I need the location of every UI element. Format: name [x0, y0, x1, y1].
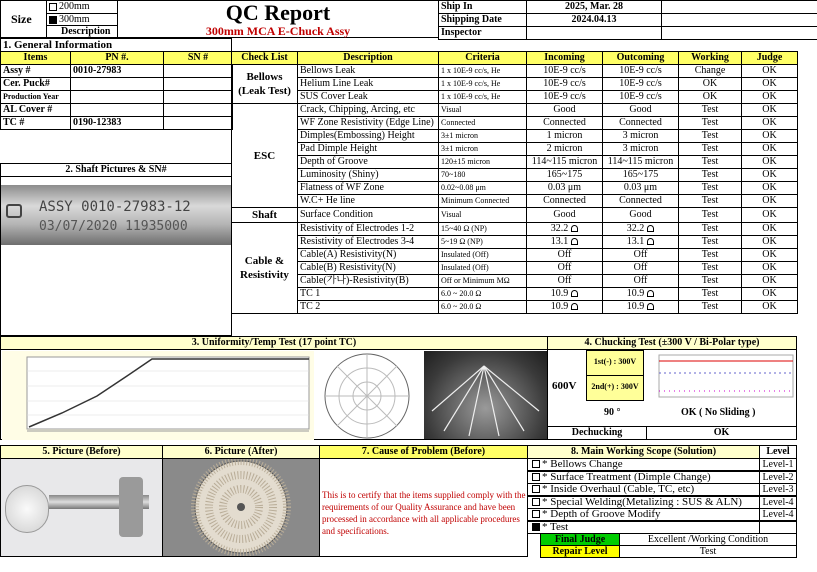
row-working: Test: [679, 208, 742, 223]
check-group-label: ESC: [232, 104, 298, 208]
checkbox-200-icon[interactable]: [49, 3, 57, 11]
picture-after-title: 6. Picture (After): [162, 445, 320, 459]
row-incoming: 114~115 micron: [527, 156, 603, 169]
row-description: Flatness of WF Zone: [298, 182, 439, 195]
wafer-test-photo: [424, 351, 547, 439]
ohm-icon: [647, 290, 654, 297]
checklist-row: [232, 236, 798, 249]
row-working: OK: [679, 78, 742, 91]
row-criteria: Insulated (Off): [439, 262, 527, 275]
row-description: TC 2: [298, 301, 439, 314]
scope-checkbox-icon[interactable]: [532, 498, 540, 506]
scope-list: [527, 458, 797, 533]
row-incoming: Connected: [527, 117, 603, 130]
general-info-table: [0, 51, 233, 130]
row-incoming: Off: [527, 262, 603, 275]
scope-title: 8. Main Working Scope (Solution): [527, 445, 760, 459]
row-judge: OK: [742, 182, 798, 195]
row-judge: OK: [742, 262, 798, 275]
row-outcoming: 10E-9 cc/s: [603, 78, 679, 91]
check-group-label: Cable & Resistivity: [232, 223, 298, 314]
row-judge: OK: [742, 143, 798, 156]
row-outcoming: Off: [603, 275, 679, 288]
picture-before-title: 5. Picture (Before): [0, 445, 163, 459]
scope-item-label: * Inside Overhaul (Cable, TC, etc): [542, 483, 695, 495]
col-check-list: Check List: [232, 52, 298, 65]
row-criteria: 70~180: [439, 169, 527, 182]
row-criteria: 5~19 Ω (NP): [439, 236, 527, 249]
scope-item-label: * Special Welding(Metalizing : SUS & ALN): [542, 495, 742, 508]
row-outcoming: 10.9: [603, 301, 679, 314]
row-working: Test: [679, 130, 742, 143]
scope-item-level: Level-1: [759, 458, 797, 471]
row-outcoming: 32.2: [603, 223, 679, 236]
row-judge: OK: [742, 236, 798, 249]
inspector-label: Inspector: [439, 27, 527, 40]
row-working: Test: [679, 182, 742, 195]
col-outcoming: Outcoming: [603, 52, 679, 65]
row-working: Change: [679, 65, 742, 78]
row-criteria: Visual: [439, 104, 527, 117]
row-criteria: 3±1 micron: [439, 143, 527, 156]
checklist-row: [232, 195, 798, 208]
size-label: Size: [11, 12, 32, 26]
col-description: Description: [298, 52, 439, 65]
general-row: Production Year: [1, 91, 233, 104]
ship-in-label: Ship In: [439, 1, 527, 14]
chucking-panel: [547, 349, 797, 427]
row-criteria: Visual: [439, 208, 527, 223]
dechucking-label: Dechucking: [547, 426, 647, 440]
row-description: Luminosity (Shiny): [298, 169, 439, 182]
scope-checkbox-icon[interactable]: [532, 473, 540, 481]
row-working: Test: [679, 117, 742, 130]
scope-checkbox-icon[interactable]: [532, 460, 540, 468]
scope-level-header: Level: [759, 445, 797, 459]
row-description: TC 1: [298, 288, 439, 301]
row-incoming: 10.9: [527, 288, 603, 301]
row-criteria: Minimum Connected: [439, 195, 527, 208]
ohm-icon: [571, 290, 578, 297]
inspector-value[interactable]: [527, 27, 662, 40]
row-description: WF Zone Resistivity (Edge Line): [298, 117, 439, 130]
scope-item-label: * Surface Treatment (Dimple Change): [542, 470, 711, 483]
general-row: AL Cover #: [1, 104, 233, 117]
shipping-info-table: [438, 0, 817, 40]
description-label: Description: [46, 25, 118, 38]
row-criteria: 6.0 ~ 20.0 Ω: [439, 288, 527, 301]
row-outcoming: Connected: [603, 195, 679, 208]
row-judge: OK: [742, 91, 798, 104]
shaft-engraving-1: ASSY 0010-27983-12: [39, 199, 191, 215]
scope-item[interactable]: [527, 496, 797, 509]
row-judge: OK: [742, 249, 798, 262]
col-pn: PN #.: [71, 52, 164, 65]
col-items: Items: [1, 52, 71, 65]
row-criteria: Insulated (Off): [439, 249, 527, 262]
row-working: Test: [679, 262, 742, 275]
row-outcoming: Good: [603, 104, 679, 117]
row-description: Surface Condition: [298, 208, 439, 223]
row-incoming: 2 micron: [527, 143, 603, 156]
general-info-title: 1. General Information: [0, 38, 232, 52]
checklist-row: [232, 301, 798, 314]
row-criteria: Connected: [439, 117, 527, 130]
row-incoming: Good: [527, 208, 603, 223]
shaft-pictures-title: 2. Shaft Pictures & SN#: [0, 163, 232, 177]
scope-item-label: * Depth of Groove Modify: [542, 508, 661, 520]
row-outcoming: 10E-9 cc/s: [603, 91, 679, 104]
row-judge: OK: [742, 195, 798, 208]
row-outcoming: 10.9: [603, 288, 679, 301]
row-description: Pad Dimple Height: [298, 143, 439, 156]
row-incoming: 1 micron: [527, 130, 603, 143]
row-outcoming: Off: [603, 249, 679, 262]
row-criteria: 120±15 micron: [439, 156, 527, 169]
chucking-graph: [645, 351, 795, 401]
size-label-cell: [0, 0, 47, 38]
row-working: Test: [679, 249, 742, 262]
scope-item-level: Level-2: [759, 471, 797, 484]
row-description: Bellows Leak: [298, 65, 439, 78]
row-outcoming: 3 micron: [603, 130, 679, 143]
scope-item-label: * Bellows Change: [542, 458, 623, 470]
scope-checkbox-icon[interactable]: [532, 523, 540, 531]
dechucking-value: OK: [646, 426, 797, 440]
ohm-icon: [647, 225, 654, 232]
row-description: Resistivity of Electrodes 3-4: [298, 236, 439, 249]
repair-level-value: Test: [619, 545, 797, 558]
chucking-angle: 90 °: [604, 407, 621, 418]
row-criteria: 6.0 ~ 20.0 Ω: [439, 301, 527, 314]
col-working: Working: [679, 52, 742, 65]
row-outcoming: 10E-9 cc/s: [603, 65, 679, 78]
row-judge: OK: [742, 288, 798, 301]
ohm-icon: [571, 303, 578, 310]
row-incoming: 10E-9 cc/s: [527, 78, 603, 91]
row-working: Test: [679, 169, 742, 182]
row-working: Test: [679, 223, 742, 236]
scope-item[interactable]: [527, 483, 797, 496]
general-row: Cer. Puck#: [1, 78, 233, 91]
scope-checkbox-icon[interactable]: [532, 510, 540, 518]
temperature-graph: [2, 351, 314, 440]
general-row: Assy # 0010-27983: [1, 65, 233, 78]
scope-item[interactable]: [527, 521, 797, 534]
row-judge: OK: [742, 65, 798, 78]
row-judge: OK: [742, 301, 798, 314]
scope-item-level: Level-3: [759, 483, 797, 496]
chucking-result: OK ( No Sliding ): [681, 407, 756, 418]
row-outcoming: Connected: [603, 117, 679, 130]
row-working: Test: [679, 156, 742, 169]
checklist-row: [232, 288, 798, 301]
certify-text: This is to certify that the items supplied comply with the requirements of our Quality Assurance and have been processed in accordance with all applicable procedures and specifications.: [322, 490, 526, 536]
checklist-row: [232, 169, 798, 182]
row-working: Test: [679, 275, 742, 288]
checklist-row: [232, 223, 798, 236]
col-sn: SN #: [164, 52, 233, 65]
row-criteria: 1 x 10E-9 cc/s, He: [439, 78, 527, 91]
row-criteria: 0.02~0.08 μm: [439, 182, 527, 195]
size-option-200[interactable]: 200mm: [46, 0, 118, 14]
scope-checkbox-icon[interactable]: [532, 485, 540, 493]
row-incoming: 32.2: [527, 223, 603, 236]
scope-item[interactable]: [527, 508, 797, 521]
row-description: Resistivity of Electrodes 1-2: [298, 223, 439, 236]
row-description: SUS Cover Leak: [298, 91, 439, 104]
picture-before: [0, 458, 163, 557]
scope-item-level: Level-4: [759, 496, 797, 509]
row-description: Crack, Chipping, Arcing, etc: [298, 104, 439, 117]
row-outcoming: 3 micron: [603, 143, 679, 156]
chucking-title: 4. Chucking Test (±300 V / Bi-Polar type): [547, 336, 797, 350]
chucking-first: 1st(-) : 300V: [586, 350, 644, 376]
logo-icon: [6, 204, 22, 218]
tc-point-map: [317, 351, 417, 440]
scope-item-level: [759, 521, 797, 534]
cause-panel: [319, 458, 528, 557]
row-incoming: 10.9: [527, 301, 603, 314]
row-description: Cable(B) Resistivity(N): [298, 262, 439, 275]
report-subtitle: 300mm MCA E-Chuck Assy: [205, 24, 351, 38]
checklist-row: [232, 78, 798, 91]
ohm-icon: [571, 238, 578, 245]
checklist-row: [232, 143, 798, 156]
shaft-engraving-2: 03/07/2020 11935000: [39, 219, 188, 234]
col-criteria: Criteria: [439, 52, 527, 65]
shipping-date-value: 2024.04.13: [527, 14, 662, 27]
scope-item-label: * Test: [542, 520, 569, 533]
row-incoming: Off: [527, 249, 603, 262]
checklist-row: [232, 262, 798, 275]
row-working: Test: [679, 143, 742, 156]
checklist-row: [232, 91, 798, 104]
row-judge: OK: [742, 275, 798, 288]
checklist-row: [232, 249, 798, 262]
col-judge: Judge: [742, 52, 798, 65]
report-title: QC Report: [225, 0, 331, 25]
row-judge: OK: [742, 208, 798, 223]
final-judge-value: Excellent /Working Condition: [619, 533, 797, 546]
ohm-icon: [571, 225, 578, 232]
row-outcoming: Good: [603, 208, 679, 223]
row-incoming: 0.03 μm: [527, 182, 603, 195]
row-working: Test: [679, 236, 742, 249]
row-criteria: 3±1 micron: [439, 130, 527, 143]
ohm-icon: [647, 303, 654, 310]
title-cell: [117, 0, 439, 38]
checklist-row: [232, 65, 798, 78]
chucking-voltage: 600V: [552, 380, 577, 392]
row-incoming: Good: [527, 104, 603, 117]
final-judge-label: Final Judge: [540, 533, 620, 546]
row-incoming: 10E-9 cc/s: [527, 65, 603, 78]
row-description: Cable(A) Resistivity(N): [298, 249, 439, 262]
checklist-table: [231, 51, 798, 314]
scope-item[interactable]: [527, 471, 797, 484]
row-criteria: 1 x 10E-9 cc/s, He: [439, 65, 527, 78]
row-description: W.C+ He line: [298, 195, 439, 208]
checklist-row: [232, 104, 798, 117]
checklist-row: [232, 117, 798, 130]
shaft-photo: [0, 176, 232, 336]
check-group-label: Bellows (Leak Test): [232, 65, 298, 104]
repair-level-label: Repair Level: [540, 545, 620, 558]
row-outcoming: 114~115 micron: [603, 156, 679, 169]
row-incoming: Connected: [527, 195, 603, 208]
row-working: OK: [679, 91, 742, 104]
checklist-row: [232, 275, 798, 288]
size-option-300[interactable]: 300mm: [46, 13, 118, 26]
checkbox-300-icon[interactable]: [49, 16, 57, 24]
row-working: Test: [679, 104, 742, 117]
general-row: TC # 0190-12383: [1, 117, 233, 130]
row-outcoming: 165~175: [603, 169, 679, 182]
row-criteria: 1 x 10E-9 cc/s, He: [439, 91, 527, 104]
row-description: Depth of Groove: [298, 156, 439, 169]
ohm-icon: [647, 238, 654, 245]
scope-item-level: Level-4: [759, 508, 797, 521]
checklist-row: [232, 208, 798, 223]
row-judge: OK: [742, 169, 798, 182]
picture-after: [162, 458, 320, 557]
row-judge: OK: [742, 104, 798, 117]
row-incoming: 165~175: [527, 169, 603, 182]
chucking-second: 2nd(+) : 300V: [586, 375, 644, 401]
ship-in-value: 2025, Mar. 28: [527, 1, 662, 14]
row-criteria: 15~40 Ω (NP): [439, 223, 527, 236]
row-criteria: Off or Minimum MΩ: [439, 275, 527, 288]
row-judge: OK: [742, 156, 798, 169]
row-incoming: Off: [527, 275, 603, 288]
row-judge: OK: [742, 130, 798, 143]
row-incoming: 10E-9 cc/s: [527, 91, 603, 104]
checklist-row: [232, 182, 798, 195]
row-outcoming: Off: [603, 262, 679, 275]
uniformity-title: 3. Uniformity/Temp Test (17 point TC): [0, 336, 548, 350]
uniformity-panel: [0, 349, 548, 440]
row-judge: OK: [742, 117, 798, 130]
checklist-row: [232, 130, 798, 143]
row-outcoming: 0.03 μm: [603, 182, 679, 195]
row-working: Test: [679, 288, 742, 301]
row-incoming: 13.1: [527, 236, 603, 249]
checklist-row: [232, 156, 798, 169]
row-outcoming: 13.1: [603, 236, 679, 249]
shipping-date-label: Shipping Date: [439, 14, 527, 27]
cause-title: 7. Cause of Problem (Before): [319, 445, 528, 459]
row-judge: OK: [742, 223, 798, 236]
col-incoming: Incoming: [527, 52, 603, 65]
row-working: Test: [679, 195, 742, 208]
row-description: Cable(가나)-Resistivity(B): [298, 275, 439, 288]
row-judge: OK: [742, 78, 798, 91]
row-description: Dimples(Embossing) Height: [298, 130, 439, 143]
scope-item[interactable]: [527, 458, 797, 471]
check-group-label: Shaft: [232, 208, 298, 223]
row-description: Helium Line Leak: [298, 78, 439, 91]
row-working: Test: [679, 301, 742, 314]
